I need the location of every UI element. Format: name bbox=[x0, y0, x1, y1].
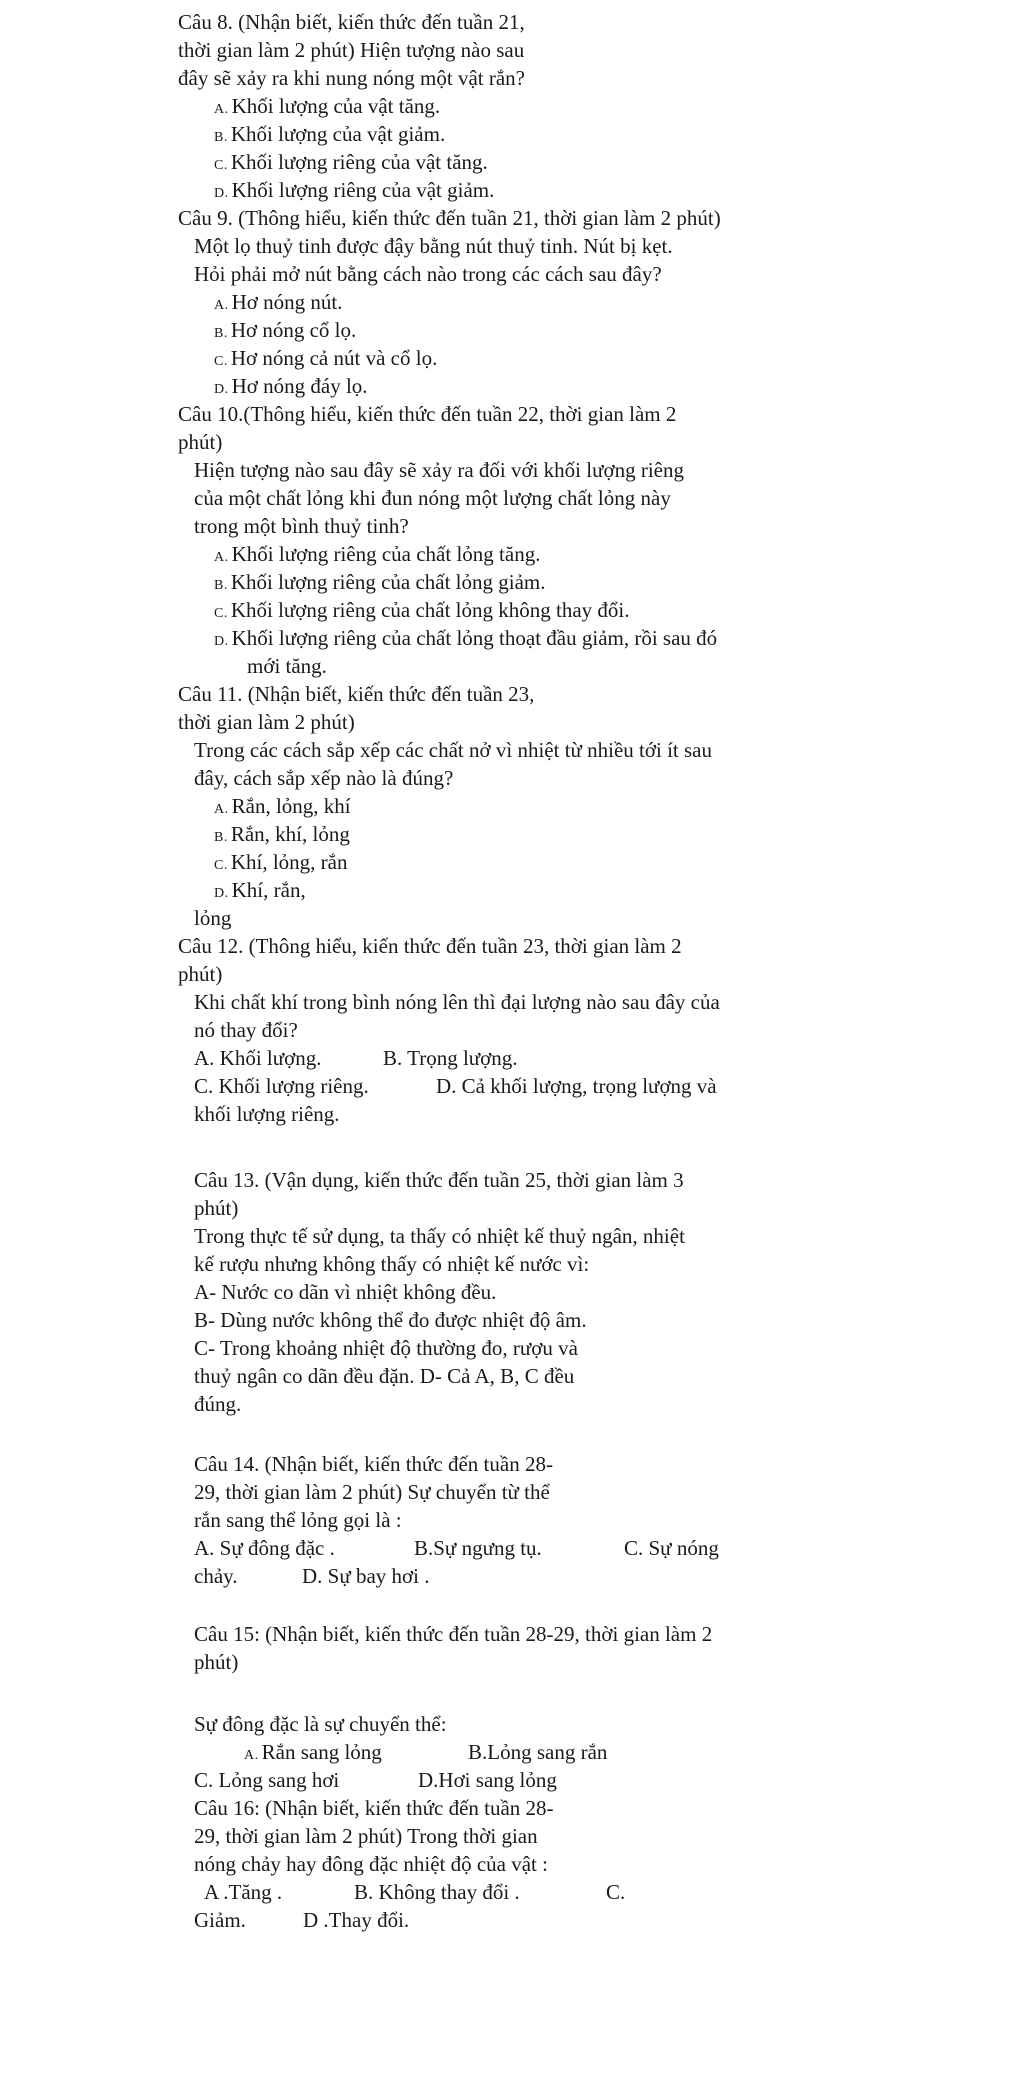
q9-option-c-text: Hơ nóng cả nút và cổ lọ. bbox=[230, 346, 438, 370]
q13-line-5: A- Nước co dãn vì nhiệt không đều. bbox=[194, 1280, 497, 1304]
q10-option-c-text: Khối lượng riêng của chất lỏng không thay đổi. bbox=[230, 598, 630, 622]
q11-option-b-letter: B. bbox=[214, 830, 228, 845]
q11-option-a-text: Rắn, lỏng, khí bbox=[231, 794, 351, 818]
q10-option-b-letter: B. bbox=[214, 578, 228, 593]
q9-option-d bbox=[214, 373, 368, 403]
q11-option-c-text: Khí, lỏng, rắn bbox=[230, 850, 348, 874]
q10-option-d bbox=[214, 625, 717, 655]
q10-header-line-4: của một chất lỏng khi đun nóng một lượng chất lỏng này bbox=[194, 486, 671, 510]
q12-option-d: D. Cả khối lượng, trọng lượng và bbox=[436, 1074, 717, 1098]
q15-option-d: D.Hơi sang lỏng bbox=[418, 1768, 557, 1792]
q13-line-2: phút) bbox=[194, 1196, 239, 1220]
q11-header-line-4: đây, cách sắp xếp nào là đúng? bbox=[194, 766, 454, 790]
q16-line-1: Câu 16: (Nhận biết, kiến thức đến tuần 28- bbox=[194, 1796, 554, 1820]
q9-option-d-text: Hơ nóng đáy lọ. bbox=[231, 374, 368, 398]
q8-option-b bbox=[214, 121, 445, 151]
q11-option-d-letter: D. bbox=[214, 886, 229, 901]
q9-option-c bbox=[214, 345, 437, 375]
q16-option-c: C. bbox=[606, 1880, 626, 1904]
q11-option-d bbox=[214, 877, 306, 907]
q14-line-2: 29, thời gian làm 2 phút) Sự chuyển từ thể bbox=[194, 1480, 550, 1504]
q12-option-b: B. Trọng lượng. bbox=[383, 1046, 518, 1070]
q11-option-d-text: Khí, rắn, bbox=[231, 878, 306, 902]
q10-option-a bbox=[214, 541, 540, 571]
q16-line-2: 29, thời gian làm 2 phút) Trong thời gian bbox=[194, 1824, 538, 1848]
q10-option-d-continuation: mới tăng. bbox=[247, 654, 327, 678]
q12-option-d-continuation: khối lượng riêng. bbox=[194, 1102, 340, 1126]
q12-line-2: phút) bbox=[178, 962, 223, 986]
q11-header-line-3: Trong các cách sắp xếp các chất nở vì nhiệt từ nhiều tới ít sau bbox=[194, 738, 712, 762]
q15-option-a-letter: A. bbox=[244, 1748, 259, 1763]
q15-stem: Sự đông đặc là sự chuyển thể: bbox=[194, 1712, 447, 1736]
q13-line-4: kế rượu nhưng không thấy có nhiệt kế nước vì: bbox=[194, 1252, 590, 1276]
q8-option-d-letter: D. bbox=[214, 186, 229, 201]
q11-header-line-2: thời gian làm 2 phút) bbox=[178, 710, 355, 734]
q9-option-a bbox=[214, 289, 342, 319]
q8-option-c-text: Khối lượng riêng của vật tăng. bbox=[230, 150, 488, 174]
q9-option-b-letter: B. bbox=[214, 326, 228, 341]
q10-option-b-text: Khối lượng riêng của chất lỏng giảm. bbox=[230, 570, 546, 594]
q11-option-a bbox=[214, 793, 351, 823]
q8-header-line-3: đây sẽ xảy ra khi nung nóng một vật rắn? bbox=[178, 66, 525, 90]
q9-option-a-text: Hơ nóng nút. bbox=[231, 290, 343, 314]
q11-option-c bbox=[214, 849, 348, 879]
q10-option-c bbox=[214, 597, 630, 627]
q16-option-c-continuation: Giảm. bbox=[194, 1908, 246, 1932]
q13-line-6: B- Dùng nước không thể đo được nhiệt độ âm. bbox=[194, 1308, 587, 1332]
q8-option-d bbox=[214, 177, 494, 207]
q14-option-c-continuation: chảy. bbox=[194, 1564, 238, 1588]
q15-option-c: C. Lỏng sang hơi bbox=[194, 1768, 340, 1792]
q9-header-line-3: Hỏi phải mở nút bằng cách nào trong các cách sau đây? bbox=[194, 262, 662, 286]
q8-option-a bbox=[214, 93, 440, 123]
q11-option-d-continuation: lỏng bbox=[194, 906, 232, 930]
q15-option-b: B.Lỏng sang rắn bbox=[468, 1740, 608, 1764]
q13-line-3: Trong thực tế sử dụng, ta thấy có nhiệt kế thuỷ ngân, nhiệt bbox=[194, 1224, 685, 1248]
q8-option-c-letter: C. bbox=[214, 158, 228, 173]
q9-option-b-text: Hơ nóng cổ lọ. bbox=[230, 318, 357, 342]
q10-option-c-letter: C. bbox=[214, 606, 228, 621]
q12-line-4: nó thay đổi? bbox=[194, 1018, 298, 1042]
q15-line-1: Câu 15: (Nhận biết, kiến thức đến tuần 28-29, thời gian làm 2 bbox=[194, 1622, 713, 1646]
q8-header-line-2: thời gian làm 2 phút) Hiện tượng nào sau bbox=[178, 38, 525, 62]
q14-line-3: rắn sang thể lỏng gọi là : bbox=[194, 1508, 402, 1532]
q8-option-d-text: Khối lượng riêng của vật giảm. bbox=[231, 178, 495, 202]
q8-option-c bbox=[214, 149, 488, 179]
q15-option-a bbox=[244, 1739, 382, 1769]
q13-line-7: C- Trong khoảng nhiệt độ thường đo, rượu và bbox=[194, 1336, 578, 1360]
q10-header-line-1: Câu 10.(Thông hiểu, kiến thức đến tuần 22, thời gian làm 2 bbox=[178, 402, 677, 426]
q13-line-8: thuỷ ngân co dãn đều đặn. D- Cả A, B, C đều bbox=[194, 1364, 575, 1388]
q10-option-a-text: Khối lượng riêng của chất lỏng tăng. bbox=[231, 542, 541, 566]
q9-option-a-letter: A. bbox=[214, 298, 229, 313]
q10-option-d-letter: D. bbox=[214, 634, 229, 649]
q16-line-3: nóng chảy hay đông đặc nhiệt độ của vật : bbox=[194, 1852, 548, 1876]
q15-line-2: phút) bbox=[194, 1650, 239, 1674]
q11-option-c-letter: C. bbox=[214, 858, 228, 873]
q14-option-a: A. Sự đông đặc . bbox=[194, 1536, 335, 1560]
q12-line-1: Câu 12. (Thông hiểu, kiến thức đến tuần 23, thời gian làm 2 bbox=[178, 934, 682, 958]
q16-option-d: D .Thay đổi. bbox=[303, 1908, 410, 1932]
q10-option-a-letter: A. bbox=[214, 550, 229, 565]
q9-option-d-letter: D. bbox=[214, 382, 229, 397]
q9-header-line-1: Câu 9. (Thông hiểu, kiến thức đến tuần 21, thời gian làm 2 phút) bbox=[178, 206, 721, 230]
q13-line-9: đúng. bbox=[194, 1392, 242, 1416]
q14-line-1: Câu 14. (Nhận biết, kiến thức đến tuần 28- bbox=[194, 1452, 553, 1476]
q16-option-b: B. Không thay đổi . bbox=[354, 1880, 520, 1904]
q10-header-line-2: phút) bbox=[178, 430, 223, 454]
q16-option-a: A .Tăng . bbox=[204, 1880, 283, 1904]
q10-header-line-5: trong một bình thuỷ tinh? bbox=[194, 514, 409, 538]
q12-option-c: C. Khối lượng riêng. bbox=[194, 1074, 369, 1098]
q10-option-d-text: Khối lượng riêng của chất lỏng thoạt đầu giảm, rồi sau đó bbox=[231, 626, 718, 650]
q10-option-b bbox=[214, 569, 546, 599]
q10-header-line-3: Hiện tượng nào sau đây sẽ xảy ra đối với khối lượng riêng bbox=[194, 458, 684, 482]
q12-option-a: A. Khối lượng. bbox=[194, 1046, 322, 1070]
q8-option-b-text: Khối lượng của vật giảm. bbox=[230, 122, 446, 146]
q11-header-line-1: Câu 11. (Nhận biết, kiến thức đến tuần 23, bbox=[178, 682, 535, 706]
q15-option-a-text: Rắn sang lỏng bbox=[261, 1740, 382, 1764]
q9-header-line-2: Một lọ thuỷ tinh được đậy bằng nút thuỷ tinh. Nút bị kẹt. bbox=[194, 234, 673, 258]
q14-option-c: C. Sự nóng bbox=[624, 1536, 719, 1560]
q9-option-b bbox=[214, 317, 356, 347]
q9-option-c-letter: C. bbox=[214, 354, 228, 369]
q13-line-1: Câu 13. (Vận dụng, kiến thức đến tuần 25, thời gian làm 3 bbox=[194, 1168, 684, 1192]
q12-line-3: Khi chất khí trong bình nóng lên thì đại lượng nào sau đây của bbox=[194, 990, 720, 1014]
q11-option-b-text: Rắn, khí, lỏng bbox=[230, 822, 350, 846]
q14-option-d: D. Sự bay hơi . bbox=[302, 1564, 430, 1588]
q14-option-b: B.Sự ngưng tụ. bbox=[414, 1536, 542, 1560]
q8-option-b-letter: B. bbox=[214, 130, 228, 145]
q11-option-a-letter: A. bbox=[214, 802, 229, 817]
q11-option-b bbox=[214, 821, 350, 851]
q8-option-a-text: Khối lượng của vật tăng. bbox=[231, 94, 441, 118]
q8-header-line-1: Câu 8. (Nhận biết, kiến thức đến tuần 21, bbox=[178, 10, 525, 34]
q8-option-a-letter: A. bbox=[214, 102, 229, 117]
